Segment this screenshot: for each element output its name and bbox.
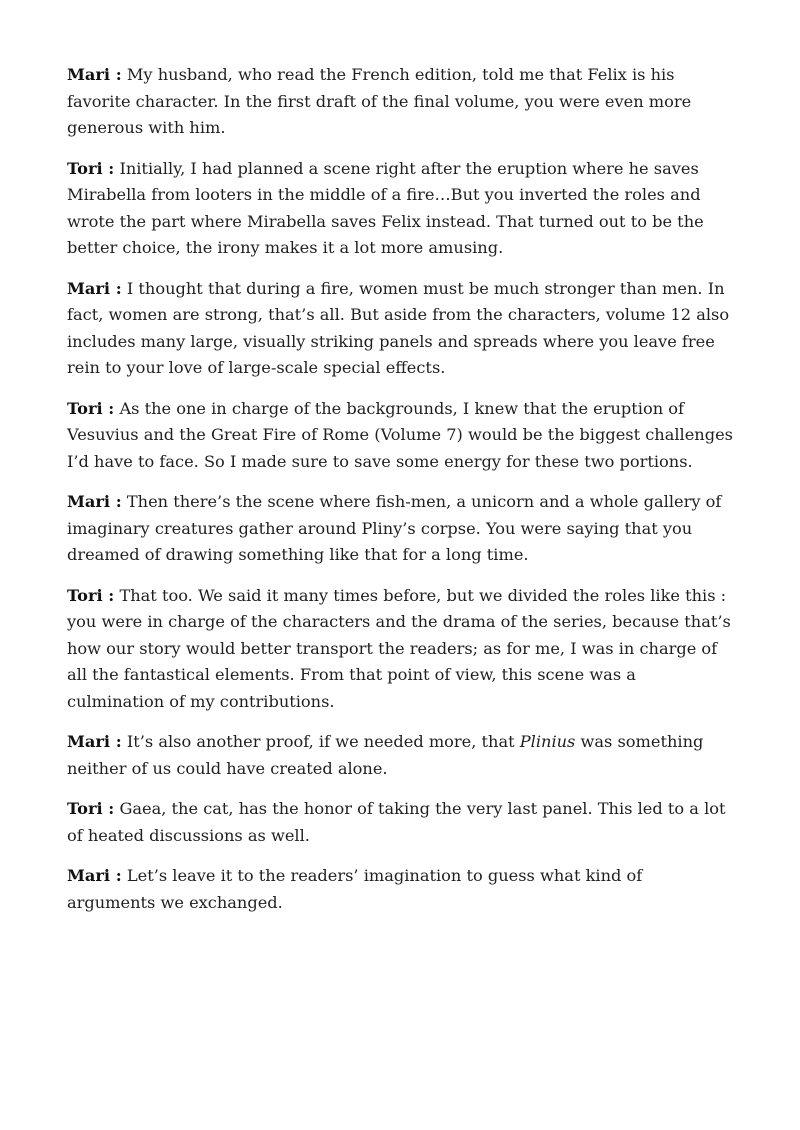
dialogue-paragraph xyxy=(67,396,735,476)
interview-page xyxy=(67,62,735,930)
dialogue-paragraph xyxy=(67,62,735,142)
dialogue-text: My husband, who read the French edition, told me that Felix is his favorite character. In the first draft of the final volume, you were even more generous with him. xyxy=(67,65,692,137)
speaker-label: Tori : xyxy=(67,799,115,818)
dialogue-text: was something neither of us could have created alone. xyxy=(67,732,704,778)
dialogue-text: Gaea, the cat, has the honor of taking the very last panel. This led to a lot of heated discussions as well. xyxy=(67,799,726,845)
dialogue-paragraph xyxy=(67,583,735,716)
dialogue-text: Initially, I had planned a scene right after the eruption where he saves Mirabella from looters in the middle of a fire…But you inverted the roles and wrote the part where Mirabella saves Felix instead. That turned out to be the better choice, the irony makes it a lot more amusing. xyxy=(67,158,704,257)
dialogue-paragraph xyxy=(67,863,735,916)
speaker-label: Mari : xyxy=(67,866,122,885)
speaker-label: Tori : xyxy=(67,158,115,178)
dialogue-paragraph xyxy=(67,276,735,382)
dialogue-paragraph xyxy=(67,729,735,782)
speaker-label: Tori : xyxy=(67,398,115,418)
dialogue-text: Then there’s the scene where fish-men, a unicorn and a whole gallery of imaginary creatures gather around Pliny’s corpse. You were saying that you dreamed of drawing something like that for a long time. xyxy=(67,492,722,564)
dialogue-paragraph xyxy=(67,796,735,849)
speaker-label: Mari : xyxy=(67,732,122,751)
dialogue-text: That too. We said it many times before, but we divided the roles like this : you were in charge of the characters and the drama of the series, because that’s how our story would better transport the readers; as for me, I was in charge of all the fantastical elements. From that point of view, this scene was a culmination of my contributions. xyxy=(67,585,731,711)
book-title: Plinius xyxy=(519,732,576,751)
dialogue-text: I thought that during a fire, women must be much stronger than men. In fact, women are strong, that’s all. But aside from the characters, volume 12 also includes many large, visually striking panels and spreads where you leave free rein to your love of large-scale special effects. xyxy=(67,278,730,377)
speaker-label: Tori : xyxy=(67,585,115,605)
dialogue-paragraph xyxy=(67,156,735,262)
dialogue-text: Let’s leave it to the readers’ imagination to guess what kind of arguments we exchanged. xyxy=(67,866,643,912)
speaker-label: Mari : xyxy=(67,492,122,511)
dialogue-text: It’s also another proof, if we needed more, that xyxy=(126,732,515,751)
dialogue-text: As the one in charge of the backgrounds, I knew that the eruption of Vesuvius and the Great Fire of Rome (Volume 7) would be the biggest challenges I’d have to face. So I made sure to save some energy for these two portions. xyxy=(67,398,733,471)
speaker-label: Mari : xyxy=(67,65,122,84)
dialogue-paragraph xyxy=(67,489,735,569)
speaker-label: Mari : xyxy=(67,278,122,298)
